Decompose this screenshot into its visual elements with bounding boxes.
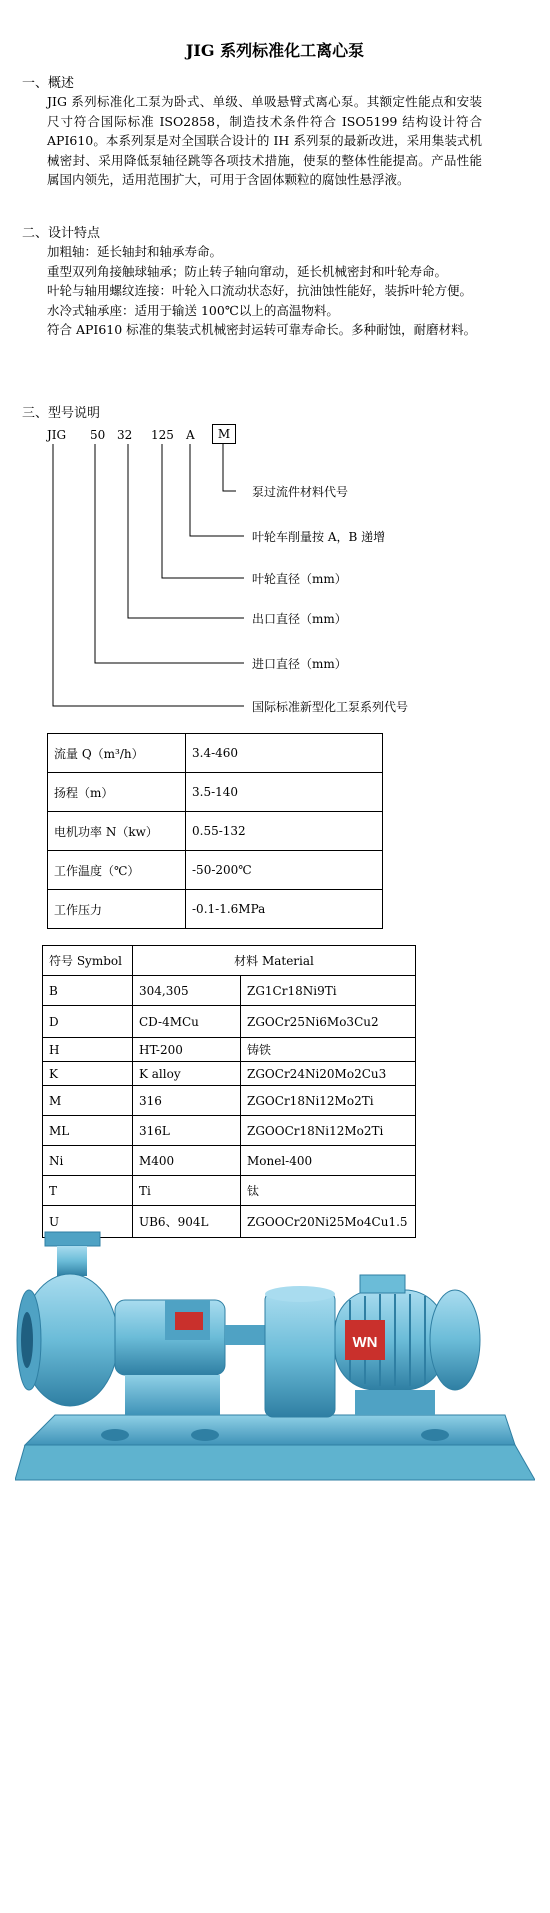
param-value: 3.5-140 bbox=[186, 773, 383, 812]
param-value: 0.55-132 bbox=[186, 812, 383, 851]
material-grade-cell: ZGOCr24Ni20Mo2Cu3 bbox=[241, 1062, 416, 1086]
table-row bbox=[43, 1006, 416, 1038]
code-trim: A bbox=[186, 428, 195, 442]
param-name: 工作压力 bbox=[48, 890, 186, 929]
code-material: M bbox=[212, 424, 236, 444]
material-cell: HT-200 bbox=[133, 1038, 241, 1062]
label-impeller: 叶轮直径（mm） bbox=[252, 572, 347, 586]
symbol-cell: B bbox=[43, 976, 133, 1006]
materials-table bbox=[42, 945, 416, 1238]
overview-paragraph: JIG 系列标准化工泵为卧式、单级、单吸悬臂式离心泵。其额定性能点和安装尺寸符合国际标准 ISO2858，制造技术条件符合 ISO5199 结构设计符合 API610。本系列泵是对全国联合设计的 IH 系列泵的最新改进，采用集装式机械密封、采用降低泵轴径跳等各项技术措施，使泵的整体性能提高。产品性能属国内领先，适用范围扩大，可用于含固体颗粒的腐蚀性悬浮液。 bbox=[47, 94, 482, 187]
code-inlet: 50 bbox=[90, 428, 106, 442]
material-cell: M400 bbox=[133, 1146, 241, 1176]
param-name: 工作温度（℃） bbox=[48, 851, 186, 890]
table-row bbox=[48, 851, 383, 890]
feature-line: 水冷式轴承座：适用于输送 100℃以上的高温物料。 bbox=[47, 302, 339, 318]
material-cell: 316 bbox=[133, 1086, 241, 1116]
page-title: JIG 系列标准化工离心泵 bbox=[185, 41, 365, 60]
section-heading-overview: 一、概述 bbox=[22, 76, 75, 91]
code-outlet: 32 bbox=[117, 428, 133, 442]
header-material: 材料 Material bbox=[133, 946, 416, 976]
feature-line: 加粗轴：延长轴封和轴承寿命。 bbox=[47, 244, 223, 259]
feature-line: 符合 API610 标准的集装式机械密封运转可靠寿命长。多种耐蚀，耐磨材料。 bbox=[47, 322, 477, 337]
material-grade-cell: ZGOOCr18Ni12Mo2Ti bbox=[241, 1116, 416, 1146]
label-trim: 叶轮车削量按 A，B 递增 bbox=[252, 530, 386, 544]
label-outlet: 出口直径（mm） bbox=[252, 612, 347, 626]
section-heading-features: 二、设计特点 bbox=[22, 226, 101, 241]
feature-line: 重型双列角接触球轴承；防止转子轴向窜动，延长机械密封和叶轮寿命。 bbox=[47, 263, 448, 279]
symbol-cell: H bbox=[43, 1038, 133, 1062]
table-row bbox=[43, 1176, 416, 1206]
table-row bbox=[43, 1038, 416, 1062]
table-header-row bbox=[43, 946, 416, 976]
material-cell: CD-4MCu bbox=[133, 1006, 241, 1038]
table-row bbox=[43, 1086, 416, 1116]
label-inlet: 进口直径（mm） bbox=[252, 657, 347, 671]
material-grade-cell: 钛 bbox=[241, 1176, 416, 1206]
table-row bbox=[43, 1146, 416, 1176]
param-name: 流量 Q（m³/h） bbox=[48, 734, 186, 773]
table-row bbox=[43, 976, 416, 1006]
table-row bbox=[43, 1116, 416, 1146]
symbol-cell: Ni bbox=[43, 1146, 133, 1176]
param-name: 扬程（m） bbox=[48, 773, 186, 812]
code-series: JIG bbox=[47, 428, 67, 442]
table-row bbox=[48, 773, 383, 812]
performance-table bbox=[47, 733, 383, 929]
header-symbol: 符号 Symbol bbox=[43, 946, 133, 976]
label-material: 泵过流件材料代号 bbox=[252, 485, 349, 499]
param-value: -0.1-1.6MPa bbox=[186, 890, 383, 929]
material-grade-cell: Monel-400 bbox=[241, 1146, 416, 1176]
table-row bbox=[43, 1062, 416, 1086]
table-row bbox=[48, 890, 383, 929]
material-cell: Ti bbox=[133, 1176, 241, 1206]
material-grade-cell: ZGOCr25Ni6Mo3Cu2 bbox=[241, 1006, 416, 1038]
material-grade-cell: ZG1Cr18Ni9Ti bbox=[241, 976, 416, 1006]
symbol-cell: K bbox=[43, 1062, 133, 1086]
symbol-cell: T bbox=[43, 1176, 133, 1206]
param-name: 电机功率 N（kw） bbox=[48, 812, 186, 851]
feature-line: 叶轮与轴用螺纹连接：叶轮入口流动状态好，抗油蚀性能好，装拆叶轮方便。 bbox=[47, 283, 473, 298]
param-value: -50-200℃ bbox=[186, 851, 383, 890]
material-grade-cell: ZGOCr18Ni12Mo2Ti bbox=[241, 1086, 416, 1116]
motor-badge: WN bbox=[352, 1334, 378, 1351]
param-value: 3.4-460 bbox=[186, 734, 383, 773]
table-row bbox=[48, 734, 383, 773]
material-grade-cell: 铸铁 bbox=[241, 1038, 416, 1062]
material-cell: UB6、904L bbox=[133, 1206, 241, 1238]
symbol-cell: M bbox=[43, 1086, 133, 1116]
label-series: 国际标准新型化工泵系列代号 bbox=[252, 700, 409, 714]
material-cell: 316L bbox=[133, 1116, 241, 1146]
section-heading-model: 三、型号说明 bbox=[22, 406, 101, 421]
material-cell: K alloy bbox=[133, 1062, 241, 1086]
symbol-cell: D bbox=[43, 1006, 133, 1038]
code-impeller: 125 bbox=[151, 428, 174, 442]
material-cell: 304,305 bbox=[133, 976, 241, 1006]
table-row bbox=[48, 812, 383, 851]
symbol-cell: U bbox=[43, 1206, 133, 1238]
pump-photo bbox=[15, 1230, 535, 1490]
symbol-cell: ML bbox=[43, 1116, 133, 1146]
material-grade-cell: ZGOOCr20Ni25Mo4Cu1.5 bbox=[241, 1206, 416, 1238]
